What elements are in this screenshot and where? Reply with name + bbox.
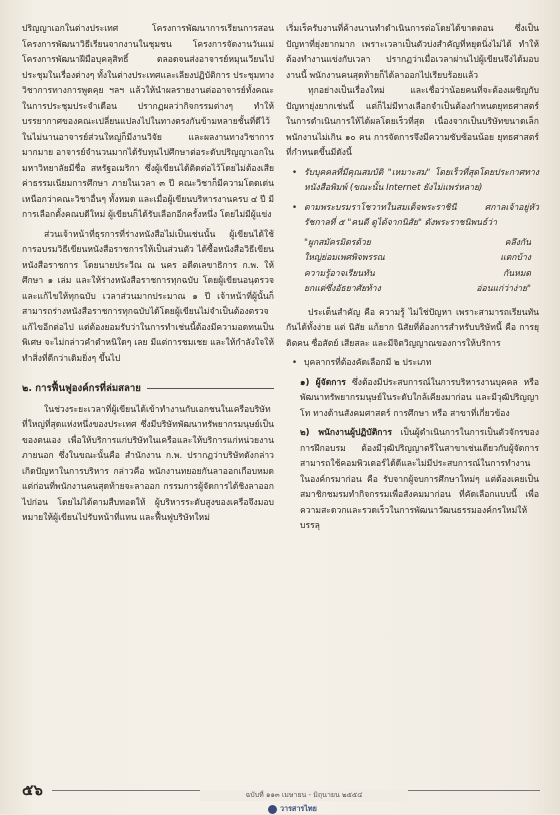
logo-text: วารสารไทย	[280, 804, 317, 813]
bullet-icon: •	[292, 358, 298, 368]
list-item-text: ตามพระบรมราโชวาทในสมเด็จพระราชินี ศกาลเจ้าอยู่หัว รัชกาลที่ ๕ "คนดี ดูได้จากนิสัย" ดังพระราชนิพนธ์ว่า	[304, 202, 539, 228]
bullet-icon: •	[292, 167, 298, 178]
poem-second: อ่อนแก่ว่าง่าย"	[476, 284, 531, 294]
right-column	[286, 22, 539, 535]
paragraph: เริ่มเร็ครับงานที่ค้างนานทำดำเนินการต่อโดยได้ขาดตอน ซึ่งเป็นปัญหาที่ยุ่งยากมาก เพราะเวลาเป็นตัวบ่งสำคัญที่หยุดนิ่งไม่ได้ ทำให้ต้องทำงานแข่งกับเวลา ปรากฏว่าเมื่อเวลาผ่านไปผู้เขียนจึงได้มอบงานนี้ พนักงานคนสุดท้ายก็ได้ลาออกไปเรียบร้อยแล้ว	[286, 24, 539, 81]
poem	[286, 236, 539, 298]
poem-line	[304, 251, 539, 267]
paragraph: ในช่วงระยะเวลาที่ผู้เขียนได้เข้าทำงานกับเอกชนในเครือบริษัทที่ใหญ่ที่สุดแห่งหนึ่งของประเทศ ซึ่งมีบริษัทพัฒนาทรัพยากรมนุษย์เป็นของตนเอง เพื่อให้บริการแก่บริษัทในเครือและให้บริการแก่หน่วยงานภายนอก ซึ่งในขณะนั้นคือ สำนักงาน ก.พ. ปรากฏว่าบริษัทดังกล่าวเกิดปัญหาในการบริหาร กล่าวคือ พนักงานทยอยกันลาออกเกือบหมด แต่ก่อนที่พนักงานคนสุดท้ายจะลาออก กรรมการผู้จัดการได้ชิงลาออกไปก่อน โดยไม่ได้ตามสืบทอดให้ ผู้บริหารระดับสูงของเครือจึงมอบหมายให้ผู้เขียนไปรับหน้าที่แทน และฟื้นฟูบริษัทใหม่	[22, 404, 274, 523]
numbered-item-lead: ๒) พนักงานผู้ปฏิบัติการ	[300, 428, 392, 438]
poem-first: ใหญ่ย่อมเพศพิจพรรณ	[304, 253, 385, 263]
poem-second: กันหมด	[503, 268, 531, 279]
page-footer	[0, 760, 560, 814]
numbered-item-text: ซึ่งต้องมีประสบการณ์ในการบริหารงานบุคคล หรือพัฒนาทรัพยากรมนุษย์ในระดับใกล้เคียงมาก่อน และมีวุฒิปริญญาโท ทางด้านสังคมศาสตร์ การศึกษา หรือ สาขาที่เกี่ยวข้อง	[300, 377, 540, 419]
poem-first: "ผูกสมัครมิตรด้วย	[304, 237, 371, 248]
paragraph: ส่วนเจ้าหน้าที่ธุรการที่ร่างหนังสือไม่เป็นเช่นนั้น ผู้เขียนได้ใช้การอบรมวิธีเขียนหนังสือราชการให้เป็นส่วนตัว ได้ซื้อหนังสือวิธีเขียนหนังสือราชการ โดยนายประวีณ ณ นคร อดีตเลขาธิการ ก.พ. ให้ศึกษา ๑ เล่ม และให้ร่างหนังสือราชการทุกฉบับ โดยผู้เขียนอนุตรวจและแก้ไขให้ทุกฉบับ เวลาส่วนมากประมาณ ๑ ปี เจ้าหน้าที่ผู้นั้นก็สามารถร่างหนังสือราชการทุกฉบับได้โดยผู้เขียนไม่จำเป็นต้องตรวจแก้ไขอีกต่อไป แต่ต้องยอมรับว่าในการทำเช่นนี้ต้องมีความอดทนเป็นพิเศษ จะไม่กล่าวคำตำหนิใดๆ เลย มีแต่การชมเชย และให้กำลังใจให้ทำสิ่งที่ดีกว่าเดิมยิ่งๆ ขึ้นไป	[22, 229, 274, 364]
page-number: ๕๖	[22, 781, 43, 799]
poem-line	[304, 282, 539, 298]
list-item	[286, 166, 539, 197]
list-item	[286, 356, 539, 372]
list-item-text: บุคลากรที่ต้องคัดเลือกมี ๒ ประเภท	[304, 358, 432, 368]
strategy-list	[286, 166, 539, 232]
issue-info: ฉบับที่ ๑๑๓ เมษายน - มิถุนายน ๒๕๕๔	[200, 790, 408, 801]
poem-line	[304, 236, 539, 252]
logo-icon	[268, 805, 277, 814]
list-item-text: รับบุคคลที่มีคุณสมบัติ "เหมาะสม" โดยเร็วที่สุดโดยประกาศทางหนังสือพิมพ์ (ขณะนั้น Internet ยังไม่แพร่หลาย)	[304, 167, 539, 193]
numbered-item-lead: ๑) ผู้จัดการ	[300, 377, 346, 388]
personnel-list	[286, 356, 539, 372]
bullet-icon: •	[292, 202, 298, 213]
heading-rule	[147, 388, 274, 389]
paragraph: ประเด็นสำคัญ คือ ความรู้ ไม่ใช่ปัญหา เพราะสามารถเรียนทันกันได้ทั้งง่าย แต่ นิสัย แก้ยาก นิสัยที่ต้องการสำหรับบริษัทนี้ คือ การยุติตคน ซื่อสัตย์ เสียสละ และมีจิตวิญญาณของการให้บริการ	[286, 307, 539, 349]
section-heading	[22, 381, 274, 397]
section-heading-text: ๒. การฟื้นฟูองค์กรที่ล่มสลาย	[22, 383, 141, 394]
poem-second: คลึงกัน	[504, 237, 531, 248]
left-column	[22, 22, 274, 527]
poem-line	[304, 267, 539, 283]
numbered-item	[286, 426, 539, 535]
numbered-item	[286, 376, 539, 423]
list-item	[286, 201, 539, 232]
poem-first: ความรู้อาจเรียนทัน	[304, 268, 375, 279]
numbered-item-text: เป็นผู้ดำเนินการในการเป็นตัวจักรของการฝึกอบรม ต้องมีวุฒิปริญญาตรีในสาขาเช่นเดียวกับผู้จัดการ สามารถใช้คอมพิวเตอร์ได้ดีและไม่มีประสบการณ์ในการทำงานในองค์กรมาก่อน คือ รับจากผู้จบการศึกษาใหม่ๆ แต่ต้องเคยเป็นสมาชิกชมรมทำกิจกรรมเพื่อสังคมมาก่อน ที่คัดเลือกแบบนี้ เพื่อความสะดวกและรวดเร็วในการพัฒนาวัฒนธรรมองค์กรใหม่ให้บรรลุ	[300, 428, 540, 531]
paragraph: ทุกอย่างเป็นเรื่องใหม่ และเชื่อว่าน้อยคนที่จะต้องเผชิญกับปัญหายุ่งยากเช่นนี้ แต่ก็ไม่มีทางเลือกจำเป็นต้องกำหนดยุทธศาสตร์ในการดำเนินการให้ได้ผลโดยเร็วที่สุด เนื่องจากเป็นบริษัทขนาดเล็กพนักงานไม่เกิน ๑๐ คน การจัดการจึงมีความซับซ้อนน้อย ยุทธศาสตร์ที่กำหนดขึ้นมีดังนี้	[286, 86, 539, 158]
paragraph: ปริญญาเอกในต่างประเทศ โครงการพัฒนาการเรียนการสอน โครงการพัฒนาวิธีเรียนจากงานในชุมชน โครงการจัดงานวันแม่ โครงการพัฒนาฝีมือบุคลุสิทธิ์ ตลอดจนส่งอาจารย์หมุนเวียนไปประชุมในเรื่องต่างๆ ทั้งในต่างประเทศและเลียงปฏิบัติการ ประชุมทางวิชาการทางการพูดคุย ฯลฯ แล้วให้นำผลรายงานต่ออาจารย์ทั้งคณะ ในการประชุมประจำเดือน ปรากฏผลว่ากิจกรรมต่างๆ ทำให้บรรยากาศของคณะเปลี่ยนแปลงไปในทางตรงกันข้ามหลายชั้นที่ดีไว้ ในไม่นานอาจารย์ส่วนใหญ่ก็มีงานวิจัย และผลงานทางวิชาการมากมาย อาจารย์จำนวนมากได้รับทุนไปศึกษาต่อระดับปริญญาเอกในมหาวิทยาลัยมีชื่อ สหรัฐอเมริกา ซึ่งผู้เขียนได้ติดต่อไว้โดยไม่ต้องเสียค่าธรรมเนียมการศึกษา ภายในเวลา ๓ ปี คณะวิชาก็มีความโดดเด่นเหนือกว่าคณะวิชาอื่นๆ ทั้งหมด และเมื่อผู้เขียนบริหารงานครบ ๔ ปี มีการเลือกตั้งคณบดีใหม่ ผู้เขียนก็ได้รับเลือกอีกครั้งหนึ่ง โดยไม่มีผู้แข่ง	[22, 24, 274, 220]
poem-second: แตกบ้าง	[500, 253, 531, 263]
poem-first: ยกแต่ซึ่งอัธยาศัยท้าง	[304, 284, 381, 294]
journal-logo	[268, 804, 317, 815]
